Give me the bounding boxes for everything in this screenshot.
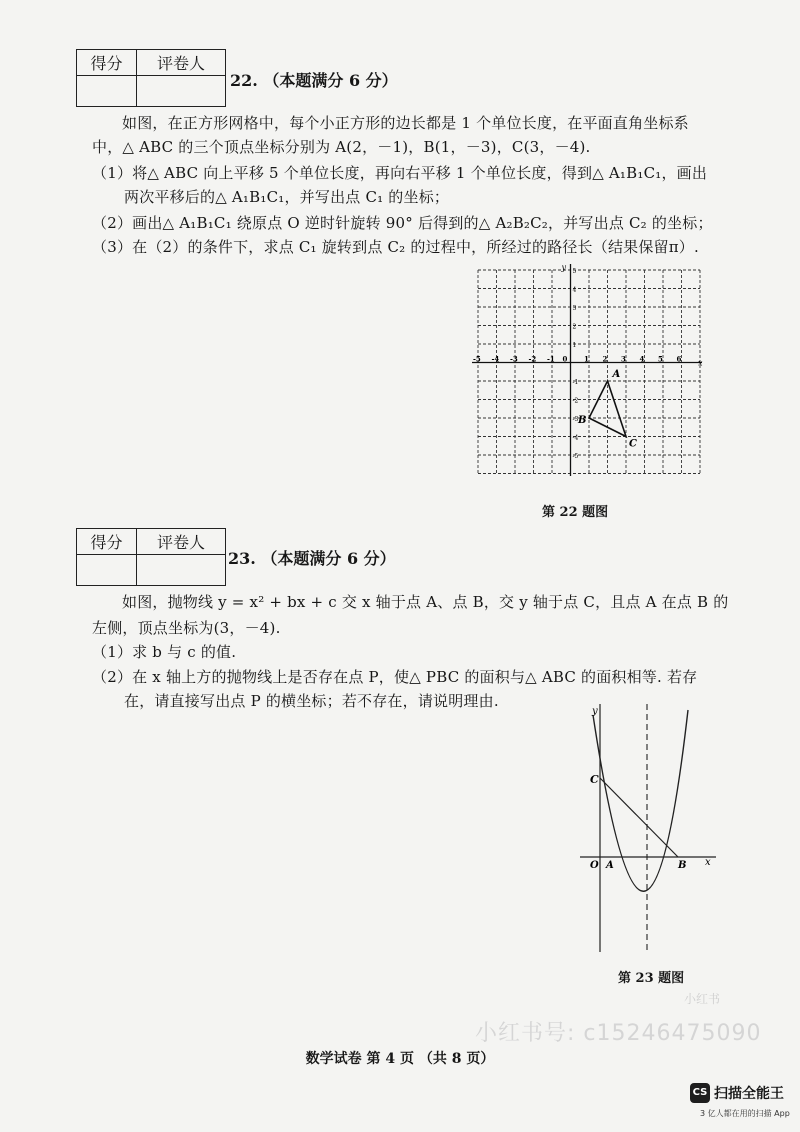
camscanner-name: 扫描全能王 [714,1086,784,1102]
vertex-label-b: B [578,415,587,426]
score-box-q23 [76,528,226,586]
q22-caption: 第 22 题图 [542,505,609,520]
x-tick-label: 3 [621,354,626,364]
q23-caption: 第 23 题图 [618,971,685,986]
triangle-outline [589,381,626,437]
y-tick-label: 1 [572,342,577,349]
y-tick-label: -4 [572,434,579,442]
tick-labels [473,268,682,460]
score-label: 得分 [77,529,137,555]
grid-lines [478,270,700,474]
x-tick-label: 2 [602,354,608,364]
q22-part3: （3）在（2）的条件下，求点 C₁ 旋转到点 C₂ 的过程中，所经过的路径长（结果保留π）. [92,238,699,256]
q23-part2-line2: 在，请直接写出点 P 的横坐标；若不存在，请说明理由. [124,692,499,710]
grader-label: 评卷人 [136,50,225,76]
q23-part2-line1: （2）在 x 轴上方的抛物线上是否存在点 P，使△ PBC 的面积与△ ABC 的面积相等. 若存 [92,668,698,686]
x-tick-label: 6 [676,354,682,364]
x-tick-label: 1 [584,354,589,364]
y-tick-label: -1 [572,379,579,386]
q23-part1: （1）求 b 与 c 的值. [92,643,237,661]
score-cell [77,76,137,107]
q22-part1-line1: （1）将△ ABC 向上平移 5 个单位长度，再向右平移 1 个单位长度，得到△ A₁B₁C₁，画出 [92,164,708,182]
q22-part1-line2: 两次平移后的△ A₁B₁C₁，并写出点 C₁ 的坐标； [124,188,450,206]
q22-title: 22. （本题满分 6 分） [230,71,398,90]
label-c: C [590,773,599,786]
watermark-text: 小红书号: c15246475090 [475,1021,762,1046]
q23-intro-line1: 如图，抛物线 y = x² + bx + c 交 x 轴于点 A、点 B，交 y 轴于点 C，且点 A 在点 B 的 [122,593,729,611]
x-axis-label: x [698,358,703,368]
vertex-label-c: C [629,438,637,450]
y-tick-label: 3 [572,305,577,312]
q22-intro-line2: 中，△ ABC 的三个顶点坐标分别为 A(2，－1)，B(1，－3)，C(3，－4). [92,138,591,156]
y-tick-label: -2 [572,397,579,405]
page-footer: 数学试卷 第 4 页 （共 8 页） [305,1051,495,1067]
label-a: A [606,860,614,871]
q22-coordinate-grid [466,262,712,484]
y-tick-label: -5 [572,453,579,460]
grader-cell [136,555,225,586]
score-box-q22 [76,49,226,107]
camscanner-logo-icon: CS [690,1083,710,1103]
x-tick-label: -2 [528,354,537,364]
q23-intro-line2: 左侧，顶点坐标为(3，－4). [92,619,281,637]
watermark-logo: 小红书 [684,992,721,1006]
x-tick-label: 5 [658,354,663,364]
x-tick-label: 0 [562,354,568,364]
grader-cell [136,76,225,107]
x-tick-label: -4 [491,354,500,364]
label-b: B [678,860,687,871]
score-label: 得分 [77,50,137,76]
q22-intro-line1: 如图，在正方形网格中，每个小正方形的边长都是 1 个单位长度，在平面直角坐标系 [122,114,689,132]
x-tick-label: -5 [473,354,481,364]
q23-parabola-graph [580,700,720,955]
grader-label: 评卷人 [136,529,225,555]
y-tick-label: 4 [572,286,577,294]
x-tick-label: 4 [639,354,645,364]
y-tick-label: -3 [572,416,579,423]
camscanner-slogan: 3 亿人都在用的扫描 App [700,1109,790,1118]
q23-title: 23. （本题满分 6 分） [228,549,396,568]
score-cell [77,555,137,586]
x-tick-label: -1 [547,354,555,364]
y-tick-label: 2 [572,323,577,331]
q22-part2: （2）画出△ A₁B₁C₁ 绕原点 O 逆时针旋转 90° 后得到的△ A₂B₂C₂，并写出点 C₂ 的坐标； [92,214,713,232]
label-x-axis: x [705,857,711,868]
vertex-label-a: A [612,369,621,380]
y-axis-label: y [561,263,567,272]
x-tick-label: -3 [510,354,518,364]
label-y-axis: y [592,706,598,717]
axes [472,263,703,476]
label-origin: O [590,860,599,871]
y-tick-label: 5 [572,268,577,275]
